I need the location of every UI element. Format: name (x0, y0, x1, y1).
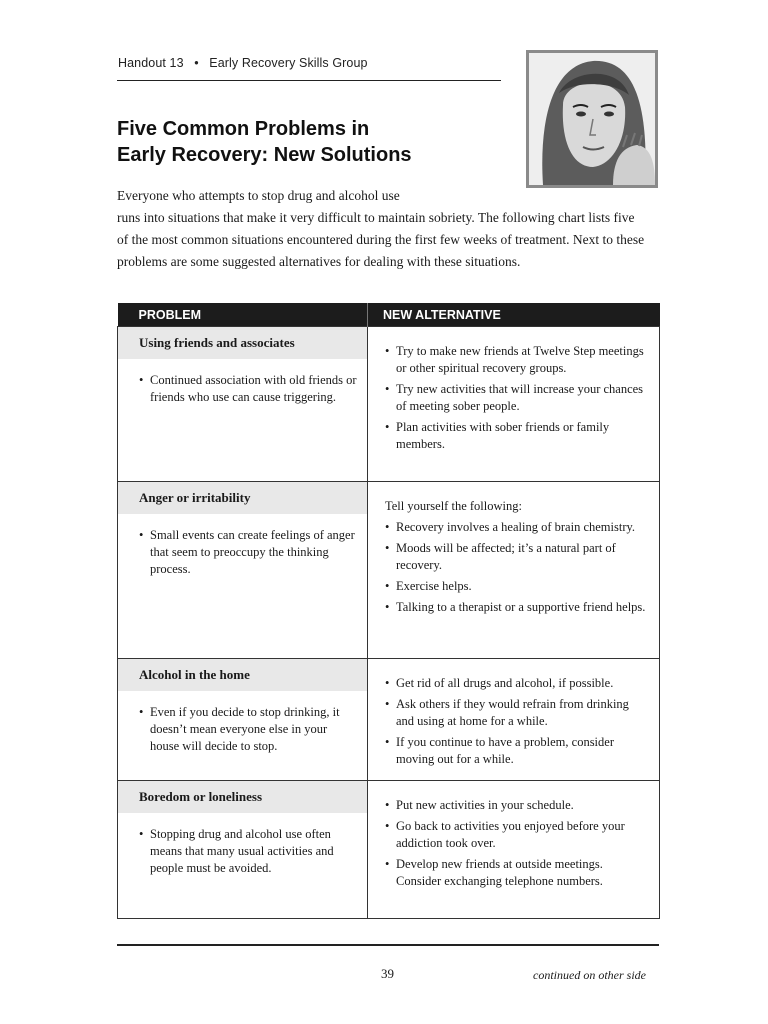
intro-text-body: runs into situations that make it very difficult to maintain sobriety. The following chart lists five of the most common situations encountered during the first few weeks of treatment. Next to these problems are some suggested alternatives for dealing with these situations. (117, 210, 645, 269)
table-header-row (118, 303, 660, 327)
woman-portrait-icon (529, 53, 655, 185)
alternative-item: • If you continue to have a problem, consider moving out for a while. (385, 734, 649, 768)
handout-number: Handout 13 (118, 56, 184, 70)
handout-header (118, 56, 368, 70)
title-line-1: Five Common Problems in (117, 118, 370, 140)
alternative-cell (368, 327, 660, 482)
table-row (118, 327, 660, 482)
page-number: 39 (381, 966, 394, 981)
problem-point: • Small events can create feelings of anger that seem to preoccupy the thinking process. (139, 527, 357, 578)
title-line-2: Early Recovery: New Solutions (117, 144, 412, 166)
alternative-item: • Go back to activities you enjoyed before your addiction took over. (385, 818, 649, 852)
problem-title: Anger or irritability (118, 482, 367, 514)
group-name: Early Recovery Skills Group (209, 56, 368, 70)
page-title (117, 116, 412, 168)
table-row (118, 781, 660, 919)
alternative-list (385, 675, 649, 768)
alternative-item: • Get rid of all drugs and alcohol, if possible. (385, 675, 649, 692)
header-divider (117, 80, 501, 81)
problem-title: Boredom or loneliness (118, 781, 367, 813)
problem-cell (118, 327, 368, 482)
alternative-item: • Ask others if they would refrain from drinking and using at home for a while. (385, 696, 649, 730)
intro-text-line-1: Everyone who attempts to stop drug and alcohol use (117, 188, 400, 203)
problem-point: • Continued association with old friends or friends who use can cause triggering. (139, 372, 357, 406)
problem-title: Alcohol in the home (118, 659, 367, 691)
problem-points (118, 527, 367, 578)
alternative-item: • Recovery involves a healing of brain chemistry. (385, 519, 649, 536)
alternative-item: • Plan activities with sober friends or family members. (385, 419, 649, 453)
problem-title: Using friends and associates (118, 327, 367, 359)
problem-points (118, 704, 367, 755)
portrait-illustration (526, 50, 658, 188)
problems-table (117, 303, 660, 919)
alternative-item: • Put new activities in your schedule. (385, 797, 649, 814)
footer-divider (117, 944, 659, 946)
problem-cell (118, 781, 368, 919)
alternative-list (385, 519, 649, 616)
problem-points (118, 372, 367, 406)
problem-point: • Even if you decide to stop drinking, it doesn’t mean everyone else in your house will decide to stop. (139, 704, 357, 755)
alternative-item: • Exercise helps. (385, 578, 649, 595)
alternative-item: • Try to make new friends at Twelve Step meetings or other spiritual recovery groups. (385, 343, 649, 377)
alternative-cell (368, 482, 660, 659)
alternative-list (385, 343, 649, 453)
table-row (118, 659, 660, 781)
alternative-intro: Tell yourself the following: (385, 499, 522, 513)
problem-cell (118, 659, 368, 781)
alternative-item: • Develop new friends at outside meetings. Consider exchanging telephone numbers. (385, 856, 649, 890)
header-separator: • (194, 56, 199, 70)
alternative-item: • Moods will be affected; it’s a natural part of recovery. (385, 540, 649, 574)
problem-point: • Stopping drug and alcohol use often means that many usual activities and people must be avoided. (139, 826, 357, 877)
problem-points (118, 826, 367, 877)
alternative-cell (368, 659, 660, 781)
problem-cell (118, 482, 368, 659)
continued-note: continued on other side (533, 968, 646, 982)
alternative-column-header: NEW ALTERNATIVE (368, 303, 660, 327)
alternative-item: • Try new activities that will increase your chances of meeting sober people. (385, 381, 649, 415)
alternative-cell (368, 781, 660, 919)
alternative-item: • Talking to a therapist or a supportive friend helps. (385, 599, 649, 616)
table-row (118, 482, 660, 659)
alternative-list (385, 797, 649, 890)
table-body (118, 327, 660, 919)
problem-column-header: PROBLEM (118, 303, 368, 327)
